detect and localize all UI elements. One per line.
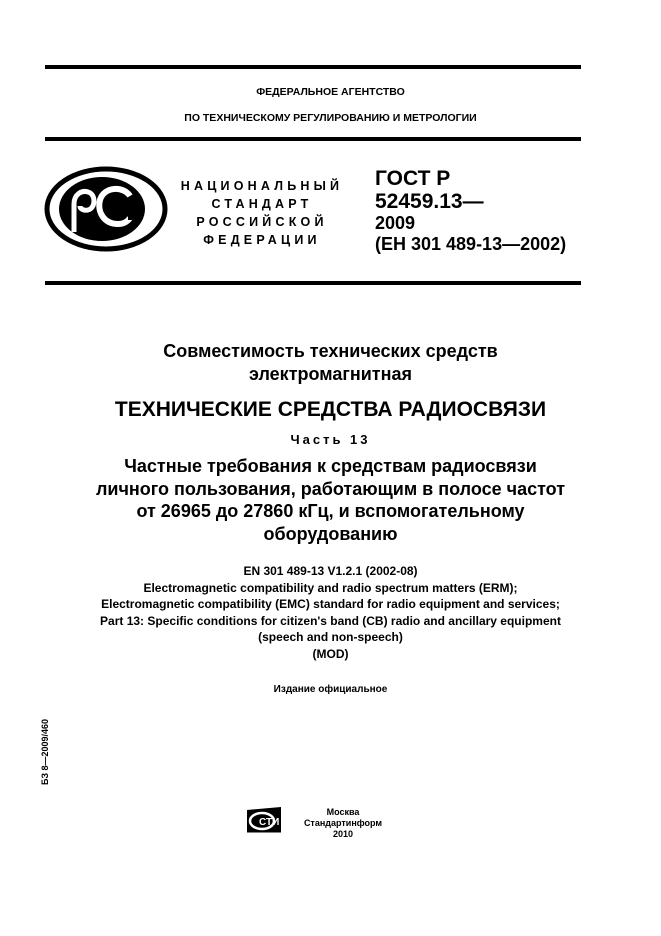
subtitle-line-1: Частные требования к средствам радиосвязи [124, 456, 537, 476]
english-line-2: Electromagnetic compatibility and radio spectrum matters (ERM); [143, 580, 518, 595]
publisher-city: Москва [326, 807, 360, 817]
national-standard-label [172, 177, 352, 249]
english-line-5: (speech and non-speech) [258, 630, 403, 644]
designation-line-1: ГОСТ Р [375, 167, 451, 190]
title-line-2: электромагнитная [248, 364, 412, 384]
english-line-1: EN 301 489-13 V1.2.1 (2002-08) [243, 564, 418, 578]
national-line-4: ФЕДЕРАЦИИ [203, 233, 321, 247]
subtitle [0, 455, 661, 545]
english-line-3: Electromagnetic compatibility (EMC) standard for radio equipment and services; [101, 597, 560, 611]
english-line-4: Part 13: Specific conditions for citizen's band (CB) radio and ancillary equipment [100, 613, 561, 628]
agency-line-1: ФЕДЕРАЛЬНОЕ АГЕНТСТВО [256, 86, 405, 98]
agency-rule [45, 137, 581, 141]
national-line-1: НАЦИОНАЛЬНЫЙ [180, 179, 344, 193]
svg-text:СТИ: СТИ [259, 817, 280, 828]
edition-label: Издание официальное [273, 684, 388, 695]
top-rule [45, 65, 581, 69]
main-title: ТЕХНИЧЕСКИЕ СРЕДСТВА РАДИОСВЯЗИ [114, 398, 547, 421]
part-number: Часть 13 [290, 432, 371, 447]
english-line-6: (MOD) [312, 646, 349, 661]
agency-line-2: ПО ТЕХНИЧЕСКОМУ РЕГУЛИРОВАНИЮ И МЕТРОЛОГИИ [184, 112, 477, 124]
subtitle-line-2: личного пользования, работающим в полосе частот [95, 478, 566, 499]
designation-line-4: (ЕН 301 489-13—2002) [375, 234, 567, 254]
subtitle-line-4: оборудованию [263, 523, 398, 544]
national-line-2: СТАНДАРТ [211, 197, 313, 211]
publisher-name: Стандартинформ [303, 818, 383, 828]
english-title [0, 563, 661, 662]
header-bottom-rule [45, 281, 581, 285]
standartinform-logo-icon [245, 806, 285, 836]
subtitle-line-3: от 26965 до 27860 кГц, и вспомогательному [136, 501, 525, 521]
title-line-1: Совместимость технических средств [163, 341, 498, 361]
designation-line-3: 2009 [375, 213, 416, 233]
side-code: БЗ 8—2009/460 [40, 718, 50, 785]
publisher-info [298, 807, 388, 840]
gost-r-emblem-icon [44, 166, 168, 252]
standard-designation [375, 167, 566, 255]
national-line-3: РОССИЙСКОЙ [196, 215, 328, 229]
designation-line-2: 52459.13— [375, 190, 484, 213]
publisher-year: 2010 [332, 829, 354, 839]
